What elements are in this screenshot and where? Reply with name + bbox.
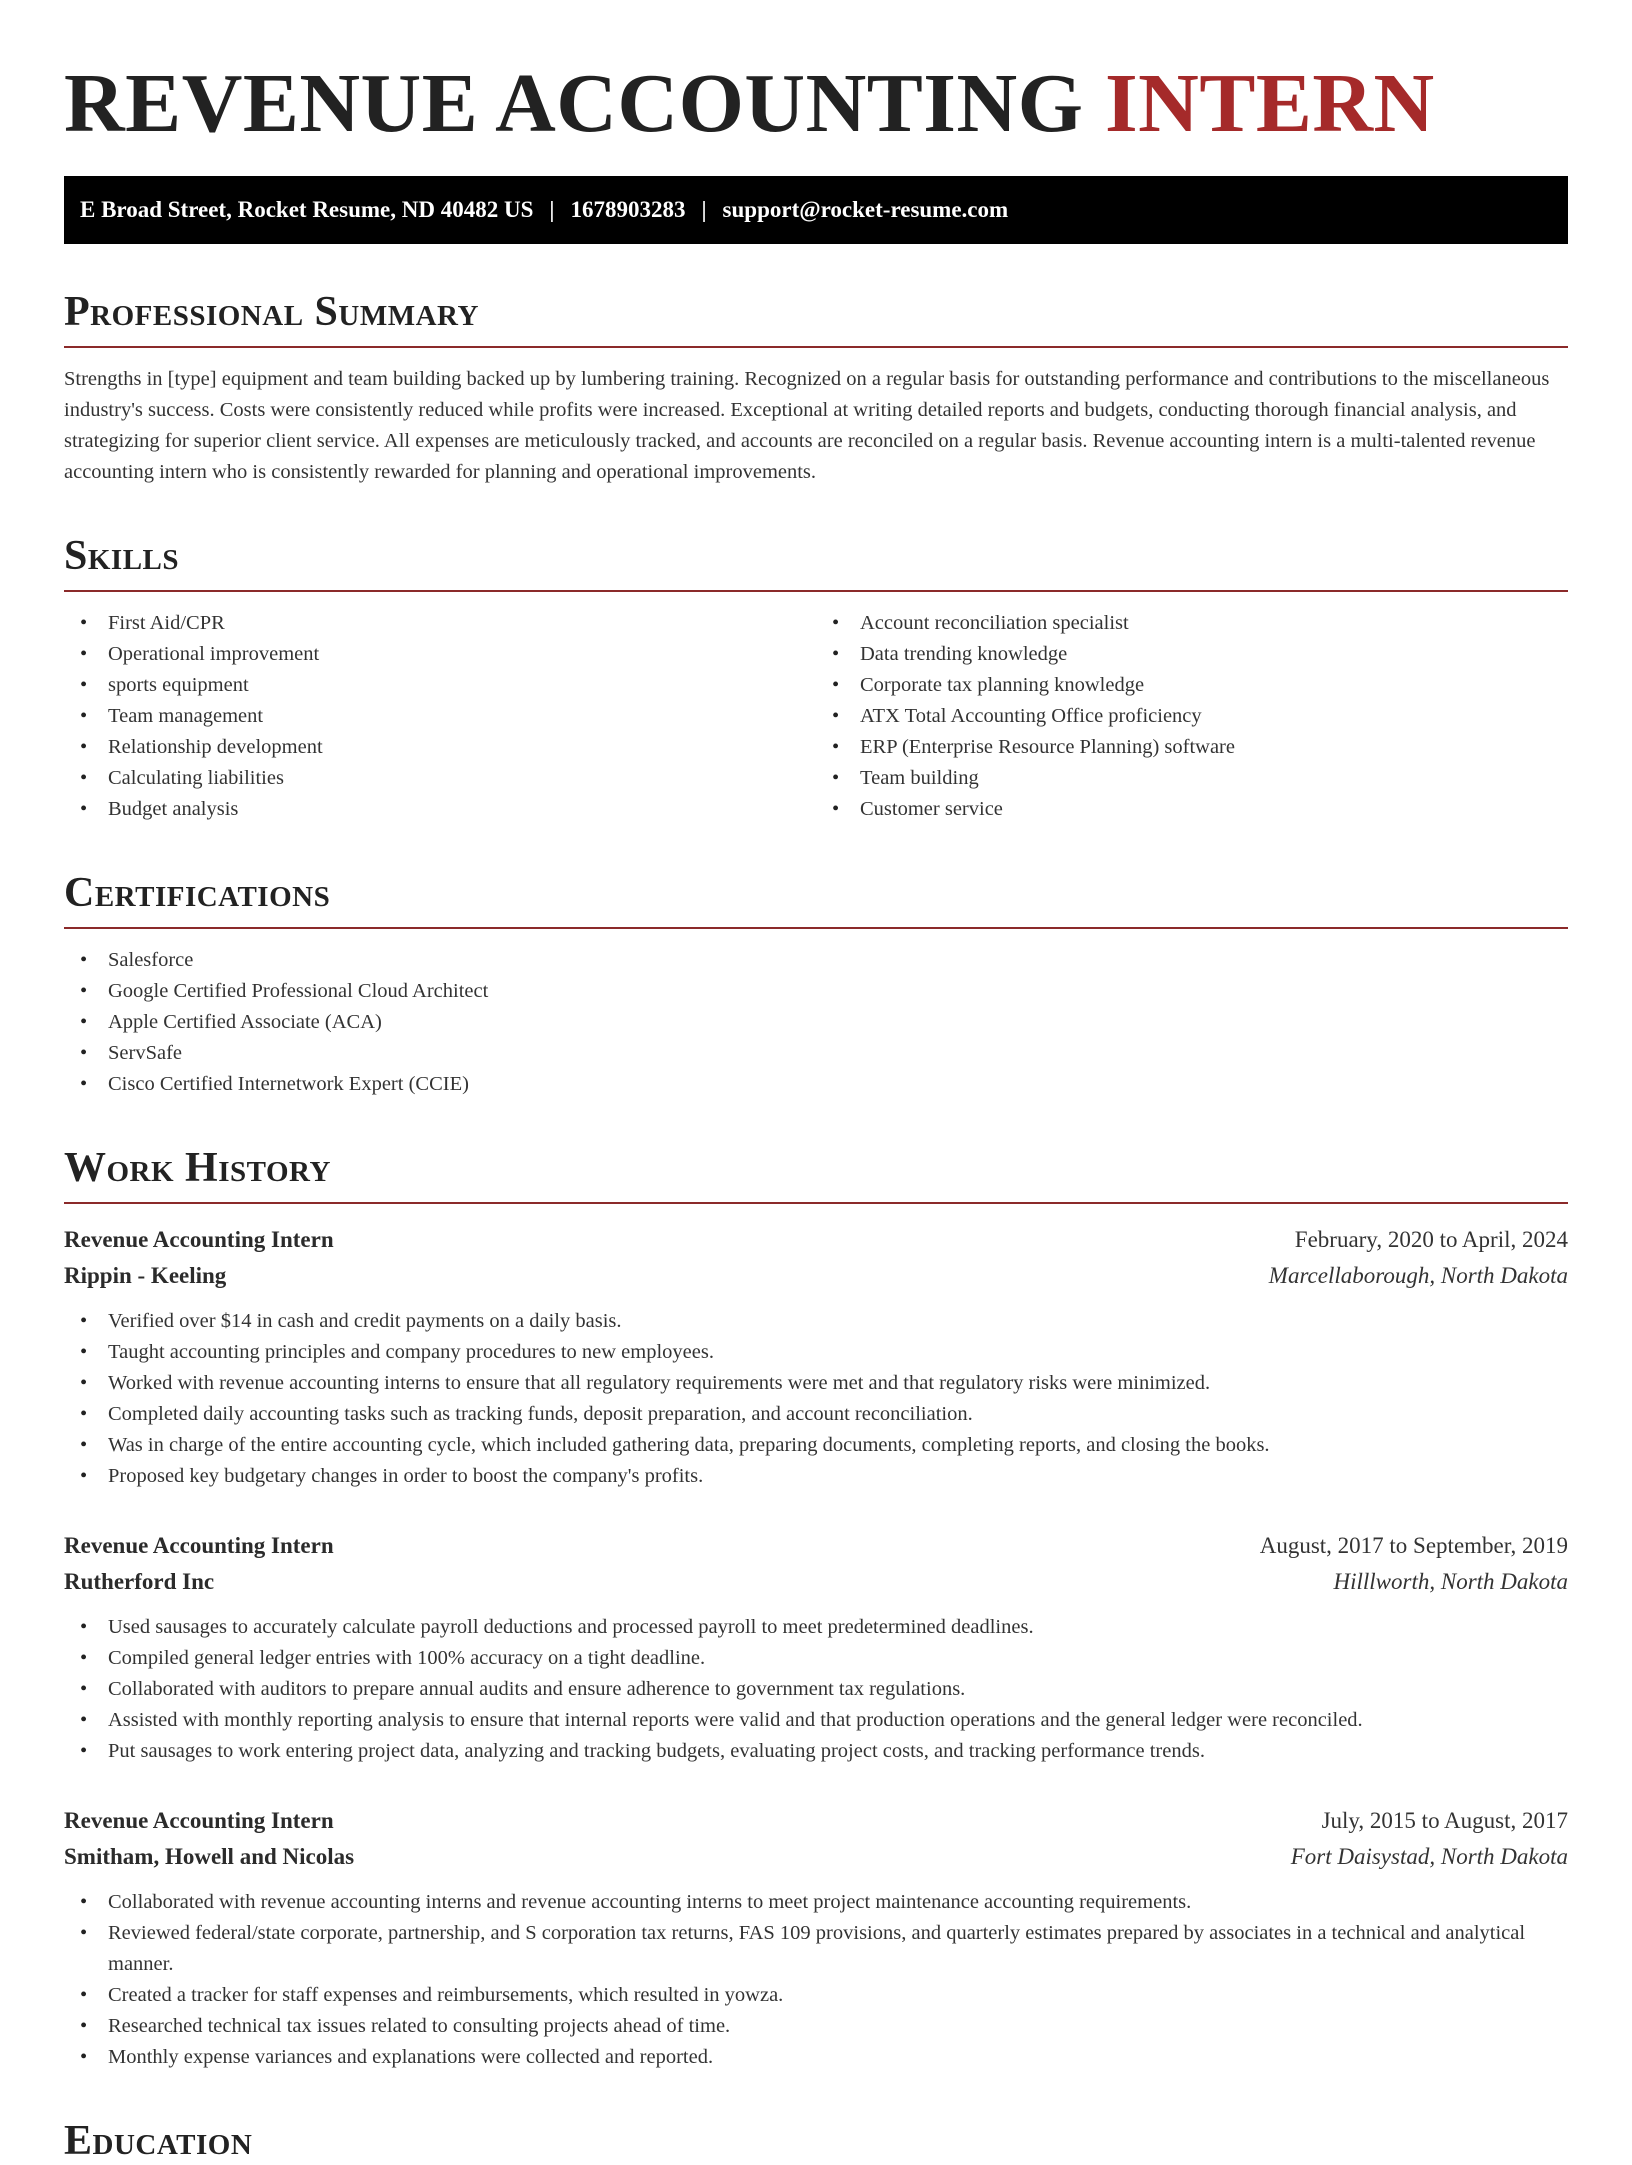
section-divider (64, 927, 1568, 929)
job-company: Rutherford Inc (64, 1569, 215, 1594)
job-bullet: • Put sausages to work entering project data, analyzing and tracking budgets, evaluating project costs, and tracking performance trends. (64, 1736, 1568, 1767)
job-bullet: • Monthly expense variances and explanations were collected and reported. (64, 2042, 1568, 2073)
job-bullet: • Was in charge of the entire accounting cycle, which included gathering data, preparing documents, completing reports, and closing the books. (64, 1430, 1568, 1461)
name-main: REVENUE ACCOUNTING (64, 57, 1084, 150)
contact-separator: | (549, 197, 555, 222)
skill-item: • Operational improvement (64, 639, 816, 670)
job-bullet: • Taught accounting principles and company procedures to new employees. (64, 1337, 1568, 1368)
skill-item: • Calculating liabilities (64, 763, 816, 794)
job-bullet: • Created a tracker for staff expenses and reimbursements, which resulted in yowza. (64, 1980, 1568, 2011)
skill-item: • Relationship development (64, 732, 816, 763)
skills-list-right (816, 608, 1568, 825)
work-history-section (64, 1144, 1568, 2073)
certification-item: • ServSafe (64, 1038, 1568, 1069)
job-title: Revenue Accounting Intern (64, 1227, 334, 1252)
job-dates: August, 2017 to September, 2019 (1259, 1533, 1568, 1558)
education-section (64, 2117, 1568, 2165)
job-header-row (64, 1528, 1568, 1564)
certification-item: • Apple Certified Associate (ACA) (64, 1007, 1568, 1038)
certifications-section (64, 869, 1568, 1100)
job-company-row (64, 1564, 1568, 1600)
job-dates: July, 2015 to August, 2017 (1321, 1808, 1568, 1833)
section-divider (64, 346, 1568, 348)
job-company: Smitham, Howell and Nicolas (64, 1844, 355, 1869)
job-bullet: • Collaborated with auditors to prepare annual audits and ensure adherence to government tax regulations. (64, 1674, 1568, 1705)
skill-item: • First Aid/CPR (64, 608, 816, 639)
job-entry (64, 1803, 1568, 2073)
section-title-certifications: Certifications (64, 870, 331, 916)
job-company-row (64, 1258, 1568, 1294)
resume-name (64, 56, 1568, 152)
job-location: Marcellaborough, North Dakota (1268, 1263, 1568, 1288)
skills-columns (64, 608, 1568, 825)
section-title-skills: Skills (64, 533, 180, 579)
section-divider (64, 1202, 1568, 1204)
name-accent: INTERN (1104, 57, 1435, 150)
section-divider (64, 590, 1568, 592)
skill-item: • Customer service (816, 794, 1568, 825)
job-location: Fort Daisystad, North Dakota (1290, 1844, 1568, 1869)
contact-separator: | (701, 197, 707, 222)
job-entry (64, 1222, 1568, 1492)
certification-item: • Google Certified Professional Cloud Architect (64, 976, 1568, 1007)
job-bullets (64, 1612, 1568, 1767)
contact-address: E Broad Street, Rocket Resume, ND 40482 US (80, 197, 534, 222)
job-bullet: • Used sausages to accurately calculate payroll deductions and processed payroll to meet predetermined deadlines. (64, 1612, 1568, 1643)
job-bullet: • Reviewed federal/state corporate, partnership, and S corporation tax returns, FAS 109 provisions, and quarterly estimates prepared by associates in a technical and analytical manner. (64, 1918, 1568, 1980)
job-bullet: • Completed daily accounting tasks such as tracking funds, deposit preparation, and account reconciliation. (64, 1399, 1568, 1430)
job-header-row (64, 1222, 1568, 1258)
certification-item: • Cisco Certified Internetwork Expert (CCIE) (64, 1069, 1568, 1100)
job-company: Rippin - Keeling (64, 1263, 227, 1288)
job-title: Revenue Accounting Intern (64, 1533, 334, 1558)
job-title: Revenue Accounting Intern (64, 1808, 334, 1833)
skill-item: • Account reconciliation specialist (816, 608, 1568, 639)
job-entry (64, 1528, 1568, 1767)
contact-email: support@rocket-resume.com (722, 197, 1009, 222)
certification-item: • Salesforce (64, 945, 1568, 976)
skill-item: • ATX Total Accounting Office proficiency (816, 701, 1568, 732)
skill-item: • Corporate tax planning knowledge (816, 670, 1568, 701)
skill-item: • Team management (64, 701, 816, 732)
contact-phone: 1678903283 (570, 197, 686, 222)
section-title-work-history: Work History (64, 1145, 331, 1191)
skill-item: • ERP (Enterprise Resource Planning) software (816, 732, 1568, 763)
skills-section (64, 532, 1568, 825)
job-company-row (64, 1839, 1568, 1875)
job-bullet: • Assisted with monthly reporting analysis to ensure that internal reports were valid and that production operations and the general ledger were reconciled. (64, 1705, 1568, 1736)
summary-section (64, 288, 1568, 488)
job-bullets (64, 1306, 1568, 1492)
job-header-row (64, 1803, 1568, 1839)
job-bullet: • Compiled general ledger entries with 100% accuracy on a tight deadline. (64, 1643, 1568, 1674)
skill-item: • sports equipment (64, 670, 816, 701)
job-bullet: • Collaborated with revenue accounting interns and revenue accounting interns to meet project maintenance accounting requirements. (64, 1887, 1568, 1918)
job-bullet: • Proposed key budgetary changes in order to boost the company's profits. (64, 1461, 1568, 1492)
certifications-list (64, 945, 1568, 1100)
job-bullet: • Verified over $14 in cash and credit payments on a daily basis. (64, 1306, 1568, 1337)
contact-bar (64, 176, 1568, 244)
section-title-summary: Professional Summary (64, 289, 479, 335)
job-bullet: • Worked with revenue accounting interns to ensure that all regulatory requirements were met and that regulatory risks were minimized. (64, 1368, 1568, 1399)
skill-item: • Budget analysis (64, 794, 816, 825)
skill-item: • Data trending knowledge (816, 639, 1568, 670)
skills-list-left (64, 608, 816, 825)
job-dates: February, 2020 to April, 2024 (1294, 1227, 1568, 1252)
job-bullets (64, 1887, 1568, 2073)
skill-item: • Team building (816, 763, 1568, 794)
job-location: Hilllworth, North Dakota (1333, 1569, 1568, 1594)
summary-text: Strengths in [type] equipment and team building backed up by lumbering training. Recognized on a regular basis for outstanding performance and contributions to the miscellaneous industry's success. Costs were consistently reduced while profits were increased. Exceptional at writing detailed reports and budgets, conducting thorough financial analysis, and strategizing for superior client service. All expenses are meticulously tracked, and accounts are reconciled on a regular basis. Revenue accounting intern is a multi-talented revenue accounting intern who is consistently rewarded for planning and operational improvements. (64, 368, 1550, 483)
job-bullet: • Researched technical tax issues related to consulting projects ahead of time. (64, 2011, 1568, 2042)
section-title-education: Education (64, 2118, 253, 2164)
